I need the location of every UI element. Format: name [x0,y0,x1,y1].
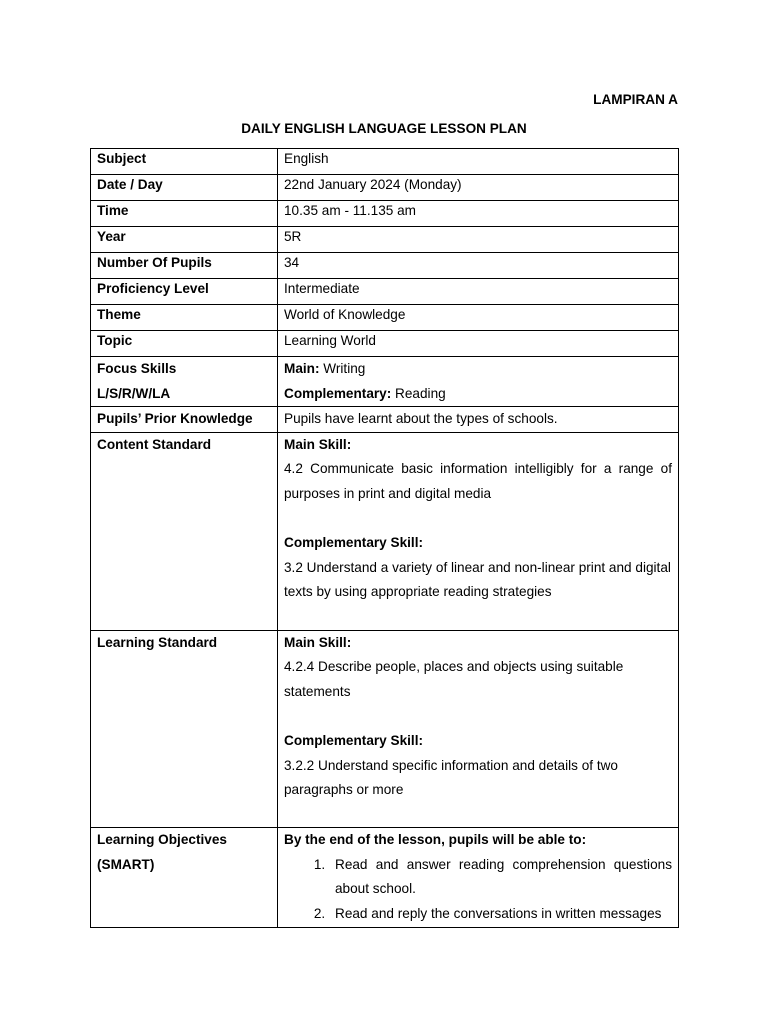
table-row-topic [91,331,679,357]
table-row-year [91,227,679,253]
learning-standard-value [278,630,679,828]
focus-skills-label [91,357,278,407]
content-comp-text: 3.2 Understand a variety of linear and non-linear print and digital texts by using appropriate reading strategies [284,559,671,600]
focus-comp-line [284,382,672,407]
table-row-learning-objectives [91,828,679,927]
objectives-list [284,853,672,927]
date-label: Date / Day [91,175,278,201]
topic-value: Learning World [278,331,679,357]
table-row-learning-standard [91,630,679,828]
table-row-prior-knowledge [91,407,679,433]
theme-value: World of Knowledge [278,305,679,331]
objectives-label-line2: (SMART) [97,856,155,872]
table-row-date [91,175,679,201]
learning-comp-heading: Complementary Skill: [284,732,423,748]
prior-knowledge-label: Pupils’ Prior Knowledge [91,407,278,433]
learning-standard-label: Learning Standard [91,630,278,828]
focus-main-value: Writing [323,361,366,376]
date-value: 22nd January 2024 (Monday) [278,175,679,201]
spacer [284,507,672,532]
pupils-value: 34 [278,253,679,279]
pupils-label: Number Of Pupils [91,253,278,279]
table-row-content-standard [91,432,679,630]
objectives-label-line1: Learning Objectives [97,832,227,848]
content-comp-heading: Complementary Skill: [284,535,423,551]
focus-comp-label: Complementary: [284,385,392,401]
focus-skills-label-line2: L/S/R/W/LA [97,385,171,401]
content-standard-label: Content Standard [91,432,278,630]
learning-main-heading: Main Skill: [284,634,352,650]
time-value: 10.35 am - 11.135 am [278,201,679,227]
appendix-label: LAMPIRAN A [593,92,678,107]
prior-knowledge-value: Pupils have learnt about the types of schools. [278,407,679,433]
learning-objectives-value [278,828,679,927]
time-label: Time [91,201,278,227]
table-row-subject [91,149,679,175]
year-label: Year [91,227,278,253]
objectives-intro: By the end of the lesson, pupils will be able to: [284,832,587,848]
year-value: 5R [278,227,679,253]
focus-skills-value [278,357,679,407]
learning-objectives-label [91,828,278,927]
proficiency-label: Proficiency Level [91,279,278,305]
spacer [284,704,672,729]
table-row-pupils [91,253,679,279]
focus-comp-value: Reading [395,385,446,401]
content-main-heading: Main Skill: [284,436,352,452]
spacer [284,803,672,828]
subject-label: Subject [91,149,278,175]
lesson-plan-table [90,148,679,928]
subject-value: English [278,149,679,175]
focus-main-label: Main: [284,361,320,376]
proficiency-value: Intermediate [278,279,679,305]
learning-main-text: 4.2.4 Describe people, places and objects using suitable statements [284,659,624,699]
table-row-focus-skills [91,357,679,407]
content-standard-value [278,432,679,630]
spacer [284,605,672,630]
focus-skills-label-line1: Focus Skills [97,361,177,376]
table-row-theme [91,305,679,331]
list-item: 1. Read and answer reading comprehension questions about school. [329,853,672,902]
theme-label: Theme [91,305,278,331]
topic-label: Topic [91,331,278,357]
table-row-time [91,201,679,227]
list-item: 2. Read and reply the conversations in written messages [329,902,672,927]
focus-main-line [284,357,672,382]
learning-comp-text: 3.2.2 Understand specific information and details of two paragraphs or more [284,757,618,798]
document-title: DAILY ENGLISH LANGUAGE LESSON PLAN [241,121,527,136]
table-row-proficiency [91,279,679,305]
content-main-text: 4.2 Communicate basic information intelligibly for a range of purposes in print and digital media [284,461,672,501]
